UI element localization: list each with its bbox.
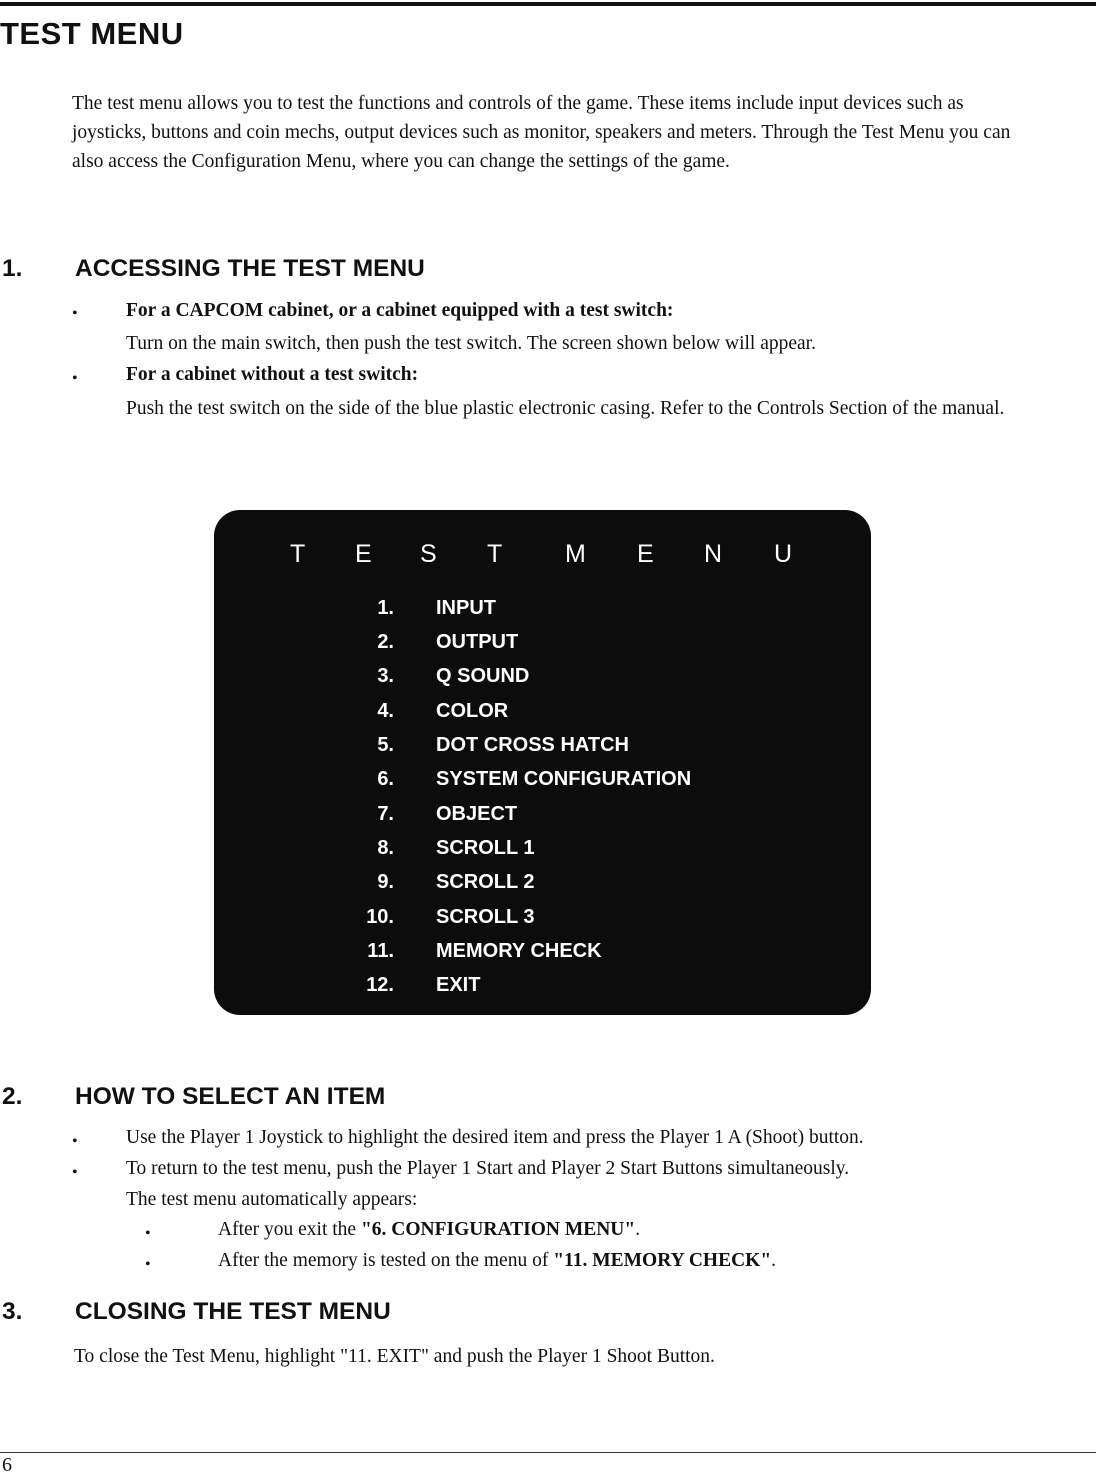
menu-item-number: 12. xyxy=(366,974,394,996)
section-number: 1. xyxy=(2,255,23,282)
menu-item[interactable] xyxy=(214,665,394,695)
sub-bullet-bold: "11. MEMORY CHECK" xyxy=(553,1250,772,1271)
section-number: 2. xyxy=(2,1083,23,1110)
bullet-text: To return to the test menu, push the Player 1 Start and Player 2 Start Buttons simultaneously. xyxy=(126,1158,850,1179)
bullet-icon: • xyxy=(72,370,78,387)
bullet-icon: • xyxy=(72,1164,78,1181)
menu-item-number: 9. xyxy=(377,871,394,893)
menu-item[interactable] xyxy=(214,803,394,833)
sub-bullet xyxy=(218,1219,640,1241)
sub-bullet-bold: "6. CONFIGURATION MENU" xyxy=(360,1219,636,1240)
menu-item[interactable] xyxy=(214,768,394,798)
menu-item-number: 2. xyxy=(377,631,394,653)
bullet-icon: • xyxy=(72,1133,78,1150)
menu-item-label[interactable]: EXIT xyxy=(436,974,481,996)
sub-bullet-end: . xyxy=(635,1219,641,1240)
top-rule xyxy=(0,2,1096,6)
menu-item[interactable] xyxy=(214,940,394,970)
menu-item-label[interactable]: SYSTEM CONFIGURATION xyxy=(436,768,692,790)
bullet-icon: • xyxy=(145,1225,151,1242)
menu-item-label[interactable]: SCROLL 1 xyxy=(436,837,535,859)
menu-item-label[interactable]: COLOR xyxy=(436,700,509,722)
menu-item-label[interactable]: DOT CROSS HATCH xyxy=(436,734,629,756)
menu-item[interactable] xyxy=(214,734,394,764)
section-title: HOW TO SELECT AN ITEM xyxy=(75,1083,386,1110)
screen-title-letter: M xyxy=(565,540,586,568)
menu-item-label[interactable]: OUTPUT xyxy=(436,631,519,653)
menu-item-label[interactable]: SCROLL 3 xyxy=(436,906,535,928)
sub-bullet xyxy=(218,1250,776,1272)
sub-bullet-end: . xyxy=(771,1250,777,1271)
screen-title-letter: S xyxy=(420,540,437,568)
menu-item-number: 11. xyxy=(367,940,394,962)
test-menu-screen xyxy=(214,510,871,1015)
bullet-text: Push the test switch on the side of the blue plastic electronic casing. Refer to the Controls Section of the manual. xyxy=(126,398,1005,419)
screen-title-letter: E xyxy=(355,540,372,568)
menu-item[interactable] xyxy=(214,837,394,867)
sub-bullet-text: After you exit the xyxy=(218,1219,361,1240)
screen-title-letter: E xyxy=(637,540,654,568)
sub-bullet-text: After the memory is tested on the menu of xyxy=(218,1250,554,1271)
closing-text: To close the Test Menu, highlight "11. EXIT" and push the Player 1 Shoot Button. xyxy=(74,1346,715,1367)
screen-title-letter: T xyxy=(290,540,306,568)
intro-paragraph: The test menu allows you to test the functions and controls of the game. These items include input devices such as joysticks, buttons and coin mechs, output devices such as monitor, speakers and meters. Through the Test Menu you can also access the Configuration Menu, where you can change the settings of the game. xyxy=(72,93,1011,172)
screen-title-letter: U xyxy=(774,540,793,568)
menu-item[interactable] xyxy=(214,631,394,661)
menu-item[interactable] xyxy=(214,974,394,1004)
bullet-icon: • xyxy=(145,1256,151,1273)
bullet-text: Turn on the main switch, then push the test switch. The screen shown below will appear. xyxy=(126,333,816,354)
menu-item[interactable] xyxy=(214,597,394,627)
menu-item-number: 1. xyxy=(377,597,394,619)
bullet-heading: For a cabinet without a test switch: xyxy=(126,364,419,385)
menu-item-number: 7. xyxy=(377,803,394,825)
bottom-rule xyxy=(0,1452,1096,1453)
section-number: 3. xyxy=(2,1298,23,1325)
bullet-icon: • xyxy=(72,305,78,322)
page-number: 6 xyxy=(2,1454,12,1476)
menu-item-label[interactable]: SCROLL 2 xyxy=(436,871,535,893)
menu-item-number: 10. xyxy=(366,906,394,928)
menu-item[interactable] xyxy=(214,906,394,936)
menu-item-number: 3. xyxy=(377,665,394,687)
bullet-text: Use the Player 1 Joystick to highlight the desired item and press the Player 1 A (Shoot) button. xyxy=(126,1127,864,1148)
screen-title-letter: N xyxy=(704,540,723,568)
menu-item[interactable] xyxy=(214,700,394,730)
menu-item[interactable] xyxy=(214,871,394,901)
auto-appear-text: The test menu automatically appears: xyxy=(126,1189,418,1210)
menu-item-number: 5. xyxy=(377,734,394,756)
menu-item-number: 8. xyxy=(377,837,394,859)
section-title: CLOSING THE TEST MENU xyxy=(75,1298,391,1325)
menu-item-label[interactable]: OBJECT xyxy=(436,803,518,825)
screen-title-letter: T xyxy=(487,540,503,568)
page-title: TEST MENU xyxy=(0,16,184,51)
menu-item-number: 6. xyxy=(377,768,394,790)
menu-item-label[interactable]: INPUT xyxy=(436,597,496,619)
menu-item-number: 4. xyxy=(377,700,394,722)
bullet-heading: For a CAPCOM cabinet, or a cabinet equipped with a test switch: xyxy=(126,300,674,321)
menu-item-label[interactable]: Q SOUND xyxy=(436,665,530,687)
menu-item-label[interactable]: MEMORY CHECK xyxy=(436,940,602,962)
section-title: ACCESSING THE TEST MENU xyxy=(75,255,425,282)
